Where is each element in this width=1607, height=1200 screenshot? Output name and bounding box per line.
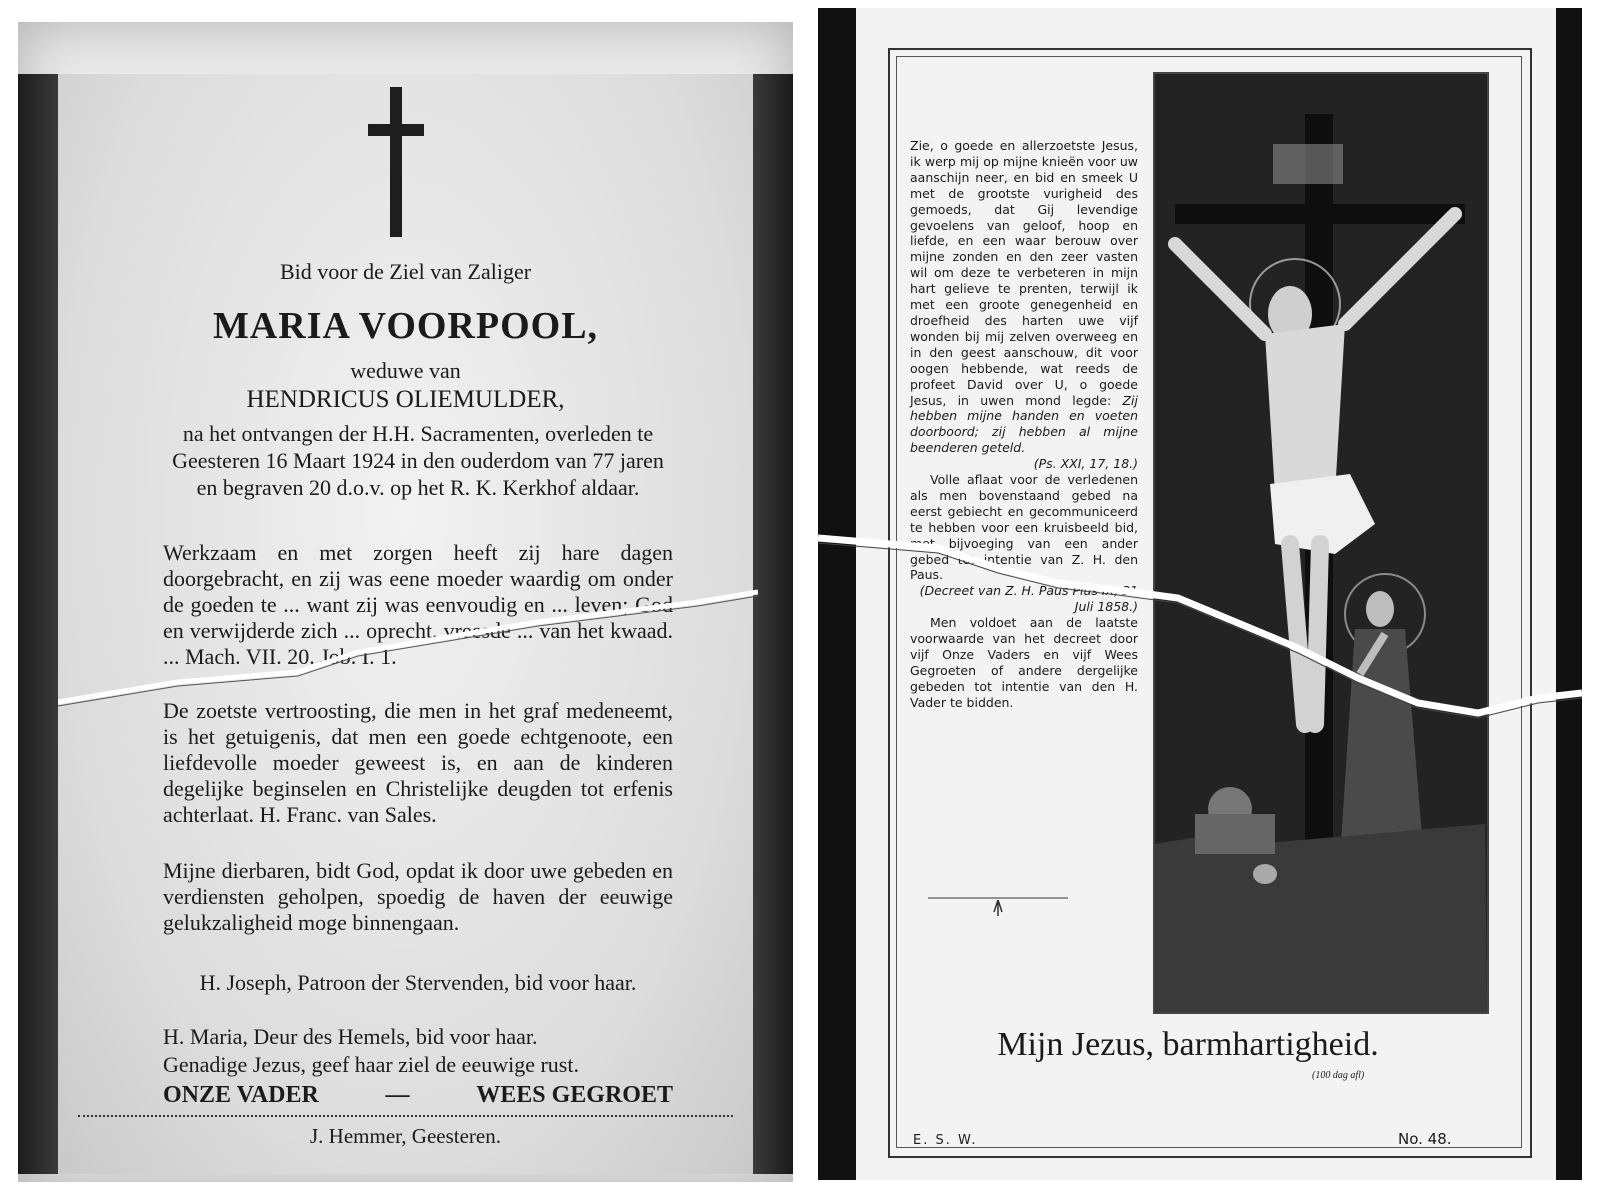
prayer-quote: Zij hebben mijne handen en voeten doorboord; zij hebben al mijne beenderen geteld.	[910, 392, 1138, 456]
paragraph-virtues: Werkzaam en met zorgen heeft zij hare dagen doorgebracht, en zij was eene moeder waardig om onder de goeden te ... want zij was eenvoudig en ... leven; God en verwijderde zich ... oprecht, vreesde ... van het kwaad. ... Mach. VII. 20. Job. I. 1.	[163, 540, 673, 669]
paragraph-consolation: De zoetste vertroosting, die men in het graf medeneemt, is het getuigenis, dat men een goede echtgenoote, een liefdevolle moeder geweest is, en aan de kinderen degelijke beginselen en Christelijke deugden tot erfenis achterlaat. H. Franc. van Sales.	[163, 698, 673, 827]
crucifixion-image	[1153, 72, 1489, 1014]
memorial-card-front	[18, 22, 793, 1182]
dotted-divider	[78, 1115, 733, 1117]
printer-credit: J. Hemmer, Geesteren.	[310, 1124, 501, 1148]
invocation-jesus: Genadige Jezus, geef haar ziel de eeuwige rust.	[163, 1052, 579, 1077]
indulgence-text: Volle aflaat voor de verledenen als men bovenstaand gebed na eerst gebiecht en gecommuniceerd te hebben voor een kruisbeeld bid, met bijvoeging van een ander gebed tot intentie van Z. H. den Paus.	[910, 472, 1138, 583]
prayer-text-block	[910, 138, 1138, 711]
motto-text: Mijn Jezus, barmhartigheid.	[997, 1026, 1379, 1063]
widow-of-label: weduwe van	[350, 358, 461, 383]
condition-text: Men voldoet aan de laatste voorwaarde van het decreet door vijf Onze Vaders en vijf Wees Gegroeten of andere dergelijke gebeden tot intentie van den H. Vader te bidden.	[910, 615, 1138, 710]
wees-gegroet-label: WEES GEGROET	[476, 1082, 673, 1108]
decree-reference: (Decreet van Z. H. Paus Pius IX, 31 Juli 1858.)	[919, 583, 1138, 615]
onze-vader-label: ONZE VADER	[163, 1082, 319, 1108]
catalog-number: No. 48.	[1398, 1130, 1452, 1148]
memorial-card-back	[818, 8, 1582, 1180]
prayer-reference: (Ps. XXI, 17, 18.)	[1033, 456, 1138, 472]
prayer-main: Zie, o goede en allerzoetste Jesus, ik werp mij op mijne knieën voor uw aanschijn neer, en bid en smeek U met de grootste vurigheid des gemoeds, dat Gij levendige gevoelens van geloof, hoop en liefde, en een waar berouw over mijne zonden en den zeer vasten wil om deze te verbeteren in mijn hart gelieve te prenten, terwijl ik met een groote genegenheid en droefheid des harten uwe vijf wonden bij mij zelven overweeg en in den geest aanschouw, dit voor oogen hebbende, wat reeds de profeet David over U, o goede Jesus, in uwen mond legde:	[910, 138, 1138, 408]
paragraph-request: Mijne dierbaren, bidt God, opdat ik door uwe gebeden en verdiensten geholpen, spoedig de haven der eeuwige gelukzaligheid moge binnengaan.	[163, 858, 673, 935]
husband-name: HENDRICUS OLIEMULDER,	[246, 386, 565, 413]
invocation-joseph: H. Joseph, Patroon der Stervenden, bid voor haar.	[199, 970, 637, 995]
invocation-maria: H. Maria, Deur des Hemels, bid voor haar.	[163, 1024, 538, 1049]
publisher-mark: E. S. W.	[913, 1133, 978, 1148]
dash-separator: —	[385, 1082, 410, 1108]
deceased-name: MARIA VOORPOOL,	[212, 305, 599, 347]
cross-icon	[390, 87, 402, 237]
indulgence-note: (100 dag afl)	[1312, 1070, 1365, 1081]
prayer-line: Bid voor de Ziel van Zaliger	[279, 259, 532, 284]
death-notice: na het ontvangen der H.H. Sacramenten, overleden te Geesteren 16 Maart 1924 in den ouderdom van 77 jaren en begraven 20 d.o.v. op het R. K. Kerkhof aldaar.	[172, 421, 664, 500]
mourning-border-left	[18, 74, 58, 1174]
mourning-border-right	[753, 74, 793, 1174]
closing-prayers	[163, 1082, 673, 1108]
cross-icon-bar	[368, 124, 424, 136]
ornament-divider	[928, 892, 1068, 922]
